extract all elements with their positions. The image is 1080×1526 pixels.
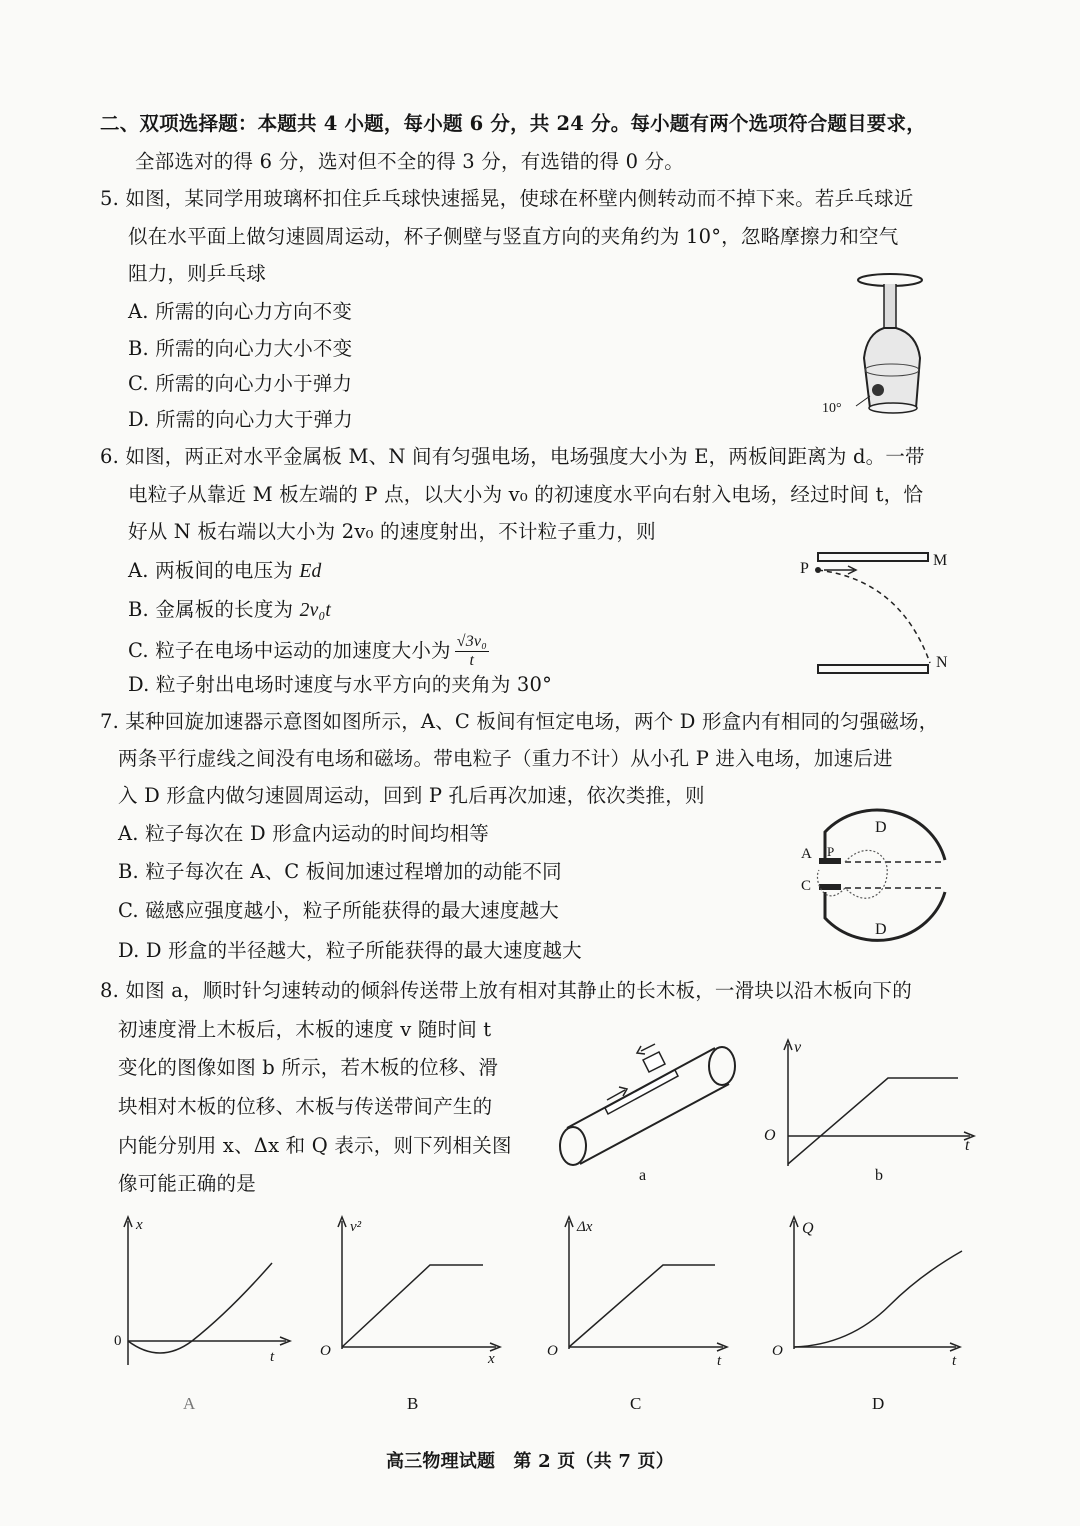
q7-option-b: B. 粒子每次在 A、C 板间加速过程增加的动能不同 xyxy=(118,860,562,883)
q7-option-a: A. 粒子每次在 D 形盒内运动的时间均相等 xyxy=(118,822,489,845)
q8-graph-d-caption: D xyxy=(872,1394,885,1413)
q7-label-d-bottom: D xyxy=(875,921,887,938)
q5-stem-line1: 5. 如图，某同学用玻璃杯扣住乒乓球快速摇晃，使球在杯壁内侧转动而不掉下来。若乒乓球近 xyxy=(100,187,914,210)
q7-label-c: C xyxy=(801,878,812,894)
q7-stem-line3: 入 D 形盒内做匀速圆周运动，回到 P 孔后再次加速，依次类推，则 xyxy=(118,784,705,807)
q6-option-c: C. 粒子在电场中运动的加速度大小为 $\frac{\text{√3v₀}}{t}$ xyxy=(128,633,487,669)
q8-stem-line3: 变化的图像如图 b 所示，若木板的位移、滑 xyxy=(118,1056,499,1079)
q5-stem-line3: 阻力，则乒乓球 xyxy=(128,262,266,285)
q8-fig-b-x-label: t xyxy=(965,1137,970,1154)
q6-option-d: D. 粒子射出电场时速度与水平方向的夹角为 30° xyxy=(128,673,553,696)
q6-stem-line1: 6. 如图，两正对水平金属板 M、N 间有匀强电场，电场强度大小为 E，两板间距离为 d。一带 xyxy=(100,445,925,468)
q8-graph-a xyxy=(110,1215,300,1370)
q6-plates-figure xyxy=(790,545,960,685)
q8-graph-b-origin: O xyxy=(320,1343,331,1359)
q6-label-p: P xyxy=(800,560,809,577)
q8-graph-d-x-label: t xyxy=(952,1353,957,1369)
section-heading-line1: 二、双项选择题：本题共 4 小题，每小题 6 分，共 24 分。每小题有两个选项符合题目要求， xyxy=(100,112,926,135)
q7-label-p: P xyxy=(827,844,835,859)
q8-stem-line4: 块相对木板的位移、木板与传送带间产生的 xyxy=(118,1095,493,1118)
q7-stem-line1: 7. 某种回旋加速器示意图如图所示，A、C 板间有恒定电场，两个 D 形盒内有相同的匀强磁场， xyxy=(100,710,939,733)
q6-stem-line2: 电粒子从靠近 M 板左端的 P 点，以大小为 v₀ 的初速度水平向右射入电场，经过时间 t，恰 xyxy=(128,483,924,506)
q8-fig-b-origin: O xyxy=(764,1127,776,1144)
q8-fig-b-label: b xyxy=(875,1167,883,1184)
q5-glass-figure xyxy=(810,270,940,420)
q5-stem-line2: 似在水平面上做匀速圆周运动，杯子侧壁与竖直方向的夹角约为 10°，忽略摩擦力和空气 xyxy=(128,225,899,248)
q8-graph-b xyxy=(318,1215,508,1370)
q8-graph-b-y-label: v² xyxy=(350,1219,362,1235)
q5-option-c: C. 所需的向心力小于弹力 xyxy=(128,372,353,395)
q8-graph-c-y-label: Δx xyxy=(577,1219,593,1235)
q5-option-a: A. 所需的向心力方向不变 xyxy=(128,300,353,323)
q8-stem-line5: 内能分别用 x、Δx 和 Q 表示，则下列相关图 xyxy=(118,1134,512,1157)
q8-graph-a-origin: 0 xyxy=(114,1333,122,1349)
q8-conveyor-figure xyxy=(545,1030,745,1190)
q6-option-b: B. 金属板的长度为 2v₀t xyxy=(128,598,332,621)
q8-vt-graph xyxy=(760,1030,980,1190)
page-footer: 高三物理试题 第 2 页（共 7 页） xyxy=(386,1451,674,1472)
q7-label-a: A xyxy=(801,846,812,862)
q7-label-d-top: D xyxy=(875,819,887,836)
q7-stem-line2: 两条平行虚线之间没有电场和磁场。带电粒子（重力不计）从小孔 P 进入电场，加速后进 xyxy=(118,747,893,770)
q5-option-b: B. 所需的向心力大小不变 xyxy=(128,337,353,360)
section-heading-line2: 全部选对的得 6 分，选对但不全的得 3 分，有选错的得 0 分。 xyxy=(135,150,685,173)
q6-option-a: A. 两板间的电压为 Ed xyxy=(128,559,322,582)
q8-graph-d xyxy=(770,1215,970,1370)
q6-stem-line3: 好从 N 板右端以大小为 2v₀ 的速度射出，不计粒子重力，则 xyxy=(128,520,656,543)
q7-option-c: C. 磁感应强度越小，粒子所能获得的最大速度越大 xyxy=(118,899,559,922)
q7-cyclotron-figure xyxy=(795,800,960,950)
q5-option-d: D. 所需的向心力大于弹力 xyxy=(128,408,353,431)
q8-graph-a-x-label: t xyxy=(270,1349,275,1365)
q8-stem-line2: 初速度滑上木板后，木板的速度 v 随时间 t xyxy=(118,1018,492,1041)
q8-fig-b-y-label: v xyxy=(794,1039,802,1056)
q8-stem-line1: 8. 如图 a，顺时针匀速转动的倾斜传送带上放有相对其静止的长木板，一滑块以沿木板向下的 xyxy=(100,979,912,1002)
q8-stem-line6: 像可能正确的是 xyxy=(118,1172,256,1195)
q6-label-n: N xyxy=(936,654,948,671)
q8-graph-b-x-label: x xyxy=(488,1351,495,1367)
q8-graph-c-origin: O xyxy=(547,1343,558,1359)
q8-graph-c-caption: C xyxy=(630,1394,642,1413)
q8-graph-d-y-label: Q xyxy=(802,1220,814,1237)
q8-graph-a-caption: A xyxy=(183,1394,196,1413)
q8-graph-d-origin: O xyxy=(772,1343,783,1359)
q5-angle-label: 10° xyxy=(822,401,842,416)
q6-label-m: M xyxy=(933,552,948,569)
q8-graph-c-x-label: t xyxy=(717,1353,722,1369)
q8-graph-a-y-label: x xyxy=(136,1217,143,1233)
q8-graph-b-caption: B xyxy=(407,1394,419,1413)
q8-fig-a-label: a xyxy=(639,1167,647,1184)
q8-graph-c xyxy=(545,1215,735,1370)
q7-option-d: D. D 形盒的半径越大，粒子所能获得的最大速度越大 xyxy=(118,939,582,962)
